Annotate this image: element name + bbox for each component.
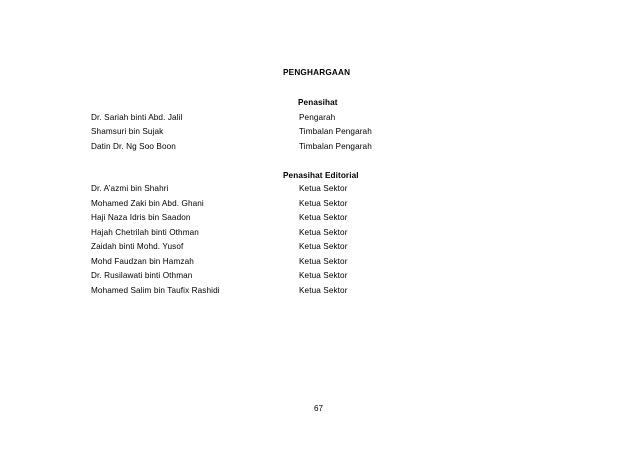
section-heading-penasihat: Penasihat: [298, 98, 338, 107]
member-name: Mohamed Salim bin Taufix Rashidi: [91, 286, 220, 295]
member-name: Mohamed Zaki bin Abd. Ghani: [91, 199, 204, 208]
member-role: Ketua Sektor: [299, 242, 348, 251]
page-number: 67: [314, 404, 323, 413]
member-name: Shamsuri bin Sujak: [91, 127, 164, 136]
member-name: Hajah Chetrilah binti Othman: [91, 228, 199, 237]
list-item: [91, 286, 551, 298]
member-name: Zaidah binti Mohd. Yusof: [91, 242, 184, 251]
member-role: Ketua Sektor: [299, 228, 348, 237]
member-name: Datin Dr. Ng Soo Boon: [91, 142, 176, 151]
member-name: Dr. Sariah binti Abd. Jalil: [91, 113, 183, 122]
member-name: Haji Naza Idris bin Saadon: [91, 213, 191, 222]
member-role: Timbalan Pengarah: [299, 127, 372, 136]
list-item: [91, 199, 551, 211]
member-name: Mohd Faudzan bin Hamzah: [91, 257, 194, 266]
list-item: [91, 142, 551, 154]
member-name: Dr. Rusilawati binti Othman: [91, 271, 193, 280]
member-role: Timbalan Pengarah: [299, 142, 372, 151]
list-item: [91, 184, 551, 196]
page-title: PENGHARGAAN: [283, 68, 351, 77]
list-item: [91, 271, 551, 283]
member-role: Ketua Sektor: [299, 213, 348, 222]
member-role: Ketua Sektor: [299, 199, 348, 208]
member-role: Pengarah: [299, 113, 336, 122]
list-item: [91, 228, 551, 240]
member-role: Ketua Sektor: [299, 257, 348, 266]
section-heading-penasihat-editorial: Penasihat Editorial: [283, 171, 359, 180]
member-role: Ketua Sektor: [299, 184, 348, 193]
list-item: [91, 257, 551, 269]
member-role: Ketua Sektor: [299, 271, 348, 280]
list-item: [91, 213, 551, 225]
member-role: Ketua Sektor: [299, 286, 348, 295]
list-item: [91, 242, 551, 254]
list-item: [91, 113, 551, 125]
member-name: Dr. A’azmi bin Shahri: [91, 184, 169, 193]
list-item: [91, 127, 551, 139]
